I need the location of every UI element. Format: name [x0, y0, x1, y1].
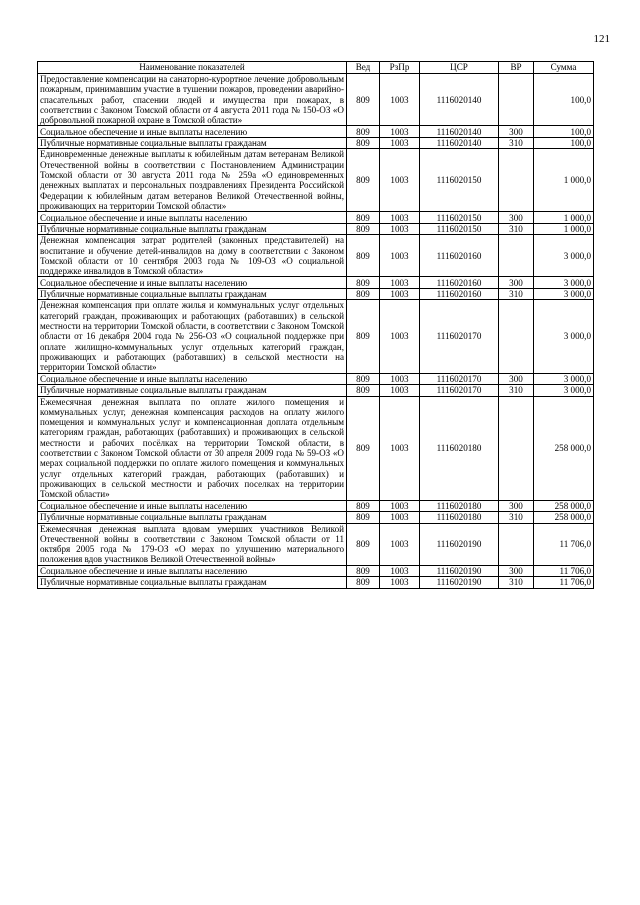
row-rzpr: 1003 [380, 137, 420, 149]
table-row [38, 565, 594, 577]
table-row [38, 137, 594, 149]
row-vr [499, 149, 534, 212]
row-rzpr: 1003 [380, 523, 420, 565]
row-vr [499, 235, 534, 277]
row-name: Публичные нормативные социальные выплаты гражданам [38, 137, 347, 149]
row-csr: 1116020140 [420, 74, 499, 126]
row-rzpr: 1003 [380, 212, 420, 224]
row-sum: 100,0 [534, 126, 594, 138]
row-rzpr: 1003 [380, 500, 420, 512]
row-csr: 1116020180 [420, 396, 499, 500]
row-csr: 1116020140 [420, 126, 499, 138]
header-rzpr: РзПр [380, 62, 420, 74]
row-csr: 1116020170 [420, 373, 499, 385]
row-name: Публичные нормативные социальные выплаты гражданам [38, 385, 347, 397]
budget-table [37, 61, 594, 589]
page-number: 121 [593, 33, 610, 45]
table-row [38, 396, 594, 500]
row-sum: 11 706,0 [534, 577, 594, 589]
row-csr: 1116020190 [420, 577, 499, 589]
row-vr: 300 [499, 126, 534, 138]
row-vr: 310 [499, 385, 534, 397]
row-rzpr: 1003 [380, 512, 420, 524]
table-row [38, 288, 594, 300]
row-sum: 258 000,0 [534, 500, 594, 512]
row-name: Единовременные денежные выплаты к юбилейным датам ветеранам Великой Отечественной войны в соответствии с Постановлением Администрации Томской области от 30 августа 2011 года № 259а «О единовременных денежных выплатах и персональных поздравлениях Президента Российской Федерации к юбилейным датам ветеранов Великой Отечественной войны, проживающих на территории Томской области» [38, 149, 347, 212]
row-sum: 100,0 [534, 137, 594, 149]
row-sum: 258 000,0 [534, 396, 594, 500]
row-csr: 1116020190 [420, 523, 499, 565]
row-sum: 3 000,0 [534, 288, 594, 300]
row-vr: 300 [499, 565, 534, 577]
row-vr: 310 [499, 577, 534, 589]
table-row [38, 577, 594, 589]
table-row [38, 500, 594, 512]
row-rzpr: 1003 [380, 223, 420, 235]
row-rzpr: 1003 [380, 300, 420, 373]
header-csr: ЦСР [420, 62, 499, 74]
row-sum: 3 000,0 [534, 300, 594, 373]
row-name: Социальное обеспечение и иные выплаты населению [38, 212, 347, 224]
row-vr: 310 [499, 288, 534, 300]
row-sum: 3 000,0 [534, 373, 594, 385]
row-sum: 3 000,0 [534, 277, 594, 289]
row-rzpr: 1003 [380, 385, 420, 397]
row-csr: 1116020170 [420, 385, 499, 397]
row-ved: 809 [347, 396, 380, 500]
row-sum: 258 000,0 [534, 512, 594, 524]
row-name: Ежемесячная денежная выплата по оплате жилого помещения и коммунальных услуг, денежная компенсация расходов на оплату жилого помещения и коммунальных услуг и компенсационная доплата отдельным категориям граждан, работающих (работавших) и проживающих в сельской местности и рабочих посёлках на территории Томской области, в соответствии с Законом Томской области от 30 апреля 2009 года № 59-ОЗ «О мерах социальной поддержки по оплате жилого помещения и коммунальных услуг отдельных категорий граждан, работающих (работавших) и проживающих в сельской местности и рабочих поселках на территории Томской области» [38, 396, 347, 500]
row-ved: 809 [347, 277, 380, 289]
row-rzpr: 1003 [380, 277, 420, 289]
row-name: Ежемесячная денежная выплата вдовам умерших участников Великой Отечественной войны в соответствии с Законом Томской области от 11 октября 2005 года № 179-ОЗ «О мерах по улучшению материального положения вдов участников Великой Отечественной войны» [38, 523, 347, 565]
row-ved: 809 [347, 223, 380, 235]
row-ved: 809 [347, 137, 380, 149]
row-rzpr: 1003 [380, 74, 420, 126]
row-ved: 809 [347, 126, 380, 138]
row-name: Предоставление компенсации на санаторно-курортное лечение добровольным пожарным, принимавшим участие в тушении пожаров, проведении аварийно-спасательных работ, спасении людей и имущества при пожарах, в соответствии с Законом Томской области от 4 августа 2011 года № 150-ОЗ «О добровольной пожарной охране в Томской области» [38, 74, 347, 126]
row-vr [499, 523, 534, 565]
header-ved: Вед [347, 62, 380, 74]
table-row [38, 300, 594, 373]
table-row [38, 373, 594, 385]
table-row [38, 74, 594, 126]
row-vr [499, 396, 534, 500]
row-sum: 3 000,0 [534, 235, 594, 277]
table-row [38, 277, 594, 289]
row-name: Социальное обеспечение и иные выплаты населению [38, 373, 347, 385]
row-csr: 1116020140 [420, 137, 499, 149]
row-ved: 809 [347, 212, 380, 224]
table-row [38, 149, 594, 212]
table-row [38, 385, 594, 397]
row-vr: 300 [499, 277, 534, 289]
row-csr: 1116020180 [420, 500, 499, 512]
row-ved: 809 [347, 235, 380, 277]
row-rzpr: 1003 [380, 288, 420, 300]
row-csr: 1116020190 [420, 565, 499, 577]
row-vr: 300 [499, 212, 534, 224]
header-vr: ВР [499, 62, 534, 74]
row-rzpr: 1003 [380, 149, 420, 212]
row-ved: 809 [347, 565, 380, 577]
row-ved: 809 [347, 74, 380, 126]
row-vr [499, 74, 534, 126]
row-vr: 310 [499, 223, 534, 235]
row-sum: 100,0 [534, 74, 594, 126]
row-csr: 1116020160 [420, 235, 499, 277]
table-row [38, 523, 594, 565]
row-name: Денежная компенсация при оплате жилья и коммунальных услуг отдельных категорий граждан, проживающих и работающих (работавших) в сельской местности на территории Томской области, в соответствии с Законом Томской области от 16 декабря 2004 года № 256-ОЗ «О социальной поддержке при оплате жилищно-коммунальных услуг отдельных категорий граждан, проживающих и работающих (работавших) в сельской местности на территории Томской области» [38, 300, 347, 373]
table-header-row [38, 62, 594, 74]
row-sum: 1 000,0 [534, 212, 594, 224]
row-csr: 1116020150 [420, 149, 499, 212]
row-vr: 300 [499, 500, 534, 512]
row-name: Публичные нормативные социальные выплаты гражданам [38, 512, 347, 524]
row-csr: 1116020150 [420, 212, 499, 224]
table-row [38, 223, 594, 235]
row-rzpr: 1003 [380, 235, 420, 277]
row-rzpr: 1003 [380, 373, 420, 385]
table-row [38, 212, 594, 224]
row-rzpr: 1003 [380, 396, 420, 500]
row-csr: 1116020180 [420, 512, 499, 524]
row-name: Публичные нормативные социальные выплаты гражданам [38, 288, 347, 300]
table-row [38, 126, 594, 138]
row-sum: 3 000,0 [534, 385, 594, 397]
row-vr: 300 [499, 373, 534, 385]
row-sum: 1 000,0 [534, 149, 594, 212]
row-name: Публичные нормативные социальные выплаты гражданам [38, 577, 347, 589]
row-rzpr: 1003 [380, 577, 420, 589]
row-ved: 809 [347, 523, 380, 565]
row-ved: 809 [347, 300, 380, 373]
row-csr: 1116020150 [420, 223, 499, 235]
row-csr: 1116020160 [420, 277, 499, 289]
row-name: Социальное обеспечение и иные выплаты населению [38, 565, 347, 577]
row-sum: 11 706,0 [534, 565, 594, 577]
row-vr: 310 [499, 137, 534, 149]
row-ved: 809 [347, 385, 380, 397]
row-vr [499, 300, 534, 373]
row-name: Социальное обеспечение и иные выплаты населению [38, 126, 347, 138]
row-sum: 1 000,0 [534, 223, 594, 235]
table-row [38, 512, 594, 524]
row-ved: 809 [347, 500, 380, 512]
row-rzpr: 1003 [380, 565, 420, 577]
header-sum: Сумма [534, 62, 594, 74]
row-ved: 809 [347, 288, 380, 300]
row-rzpr: 1003 [380, 126, 420, 138]
row-ved: 809 [347, 373, 380, 385]
row-name: Социальное обеспечение и иные выплаты населению [38, 500, 347, 512]
row-name: Денежная компенсация затрат родителей (законных представителей) на воспитание и обучение детей-инвалидов на дому в соответствии с Законом Томской области от 10 сентября 2003 года № 109-ОЗ «О социальной поддержке инвалидов в Томской области» [38, 235, 347, 277]
row-vr: 310 [499, 512, 534, 524]
row-name: Публичные нормативные социальные выплаты гражданам [38, 223, 347, 235]
row-name: Социальное обеспечение и иные выплаты населению [38, 277, 347, 289]
table-row [38, 235, 594, 277]
row-csr: 1116020160 [420, 288, 499, 300]
row-ved: 809 [347, 577, 380, 589]
row-ved: 809 [347, 149, 380, 212]
row-ved: 809 [347, 512, 380, 524]
row-sum: 11 706,0 [534, 523, 594, 565]
row-csr: 1116020170 [420, 300, 499, 373]
header-name: Наименование показателей [38, 62, 347, 74]
